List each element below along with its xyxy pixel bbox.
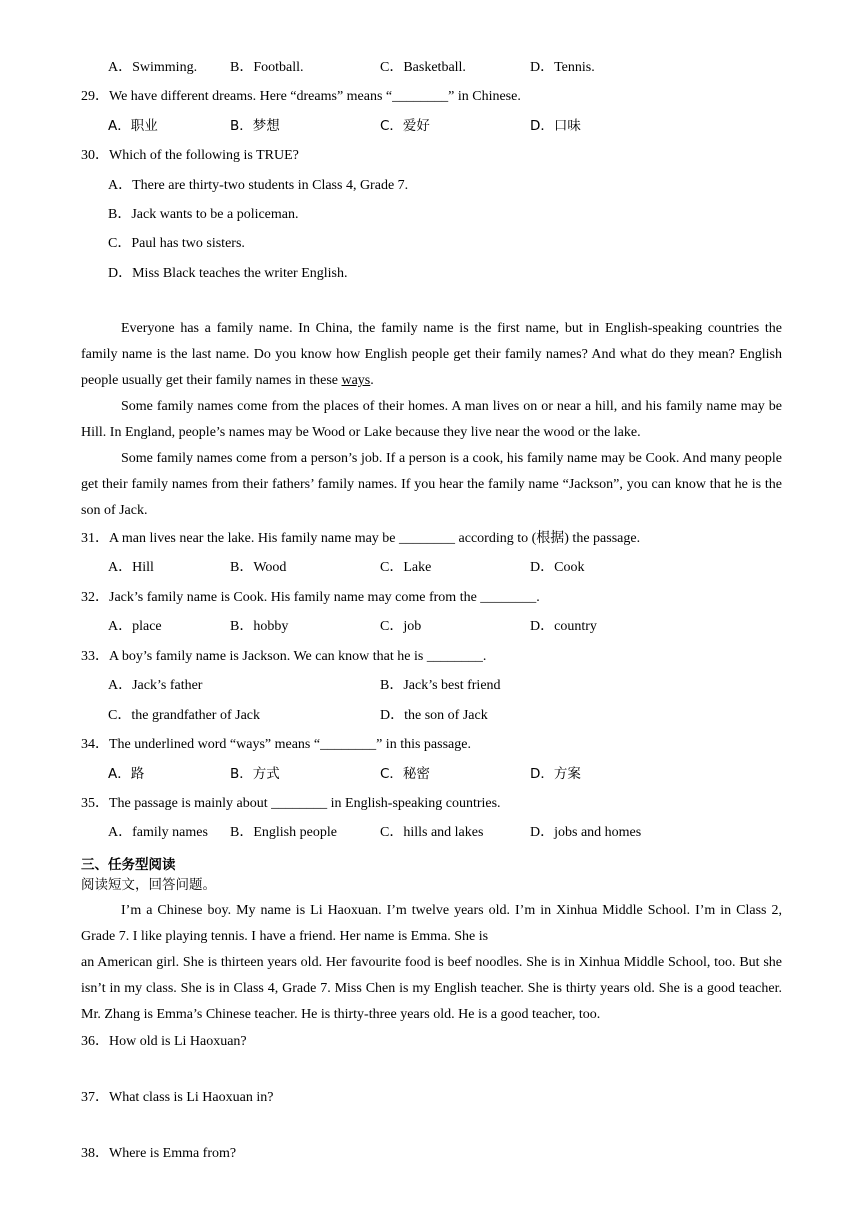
- q33-stem: 33．A boy’s family name is Jackson. We can know that he is ________.: [81, 649, 487, 664]
- passage2-p1-end: .: [370, 373, 374, 388]
- q33-options-cd: [0, 706, 860, 726]
- q30-option-a-row: [0, 176, 860, 196]
- q34-stem: 34．The underlined word “ways” means “________” in this passage.: [81, 737, 471, 752]
- q29-stem-row: [0, 87, 860, 107]
- q30-stem: 30．Which of the following is TRUE?: [81, 148, 299, 163]
- q32-option-c: C．job: [380, 619, 422, 634]
- passage2-p2-text: Some family names come from the places of their homes. A man lives on or near a hill, and his family name may be Hill. In England, people’s names may be Wood or Lake because they live near the wood or the lake.: [81, 399, 782, 440]
- q31-option-a: A．Hill: [108, 560, 154, 575]
- q28-option-a: A．Swimming.: [108, 60, 198, 75]
- q33-options-ab: [0, 676, 860, 696]
- q29-option-a: A．职业: [108, 118, 158, 134]
- q36-row: [0, 1032, 860, 1052]
- section3-instruction: 阅读短文，回答问题。: [81, 877, 216, 893]
- section3-paragraph-line1: [81, 898, 782, 950]
- q30-option-c-row: [0, 234, 860, 254]
- q35-options: [0, 823, 860, 843]
- q31-stem-row: [0, 529, 860, 549]
- underlined-word-ways: ways: [341, 373, 371, 388]
- q37-row: [0, 1088, 860, 1108]
- section3-p-rest-text: an American girl. She is thirteen years old. Her favourite food is beef noodles. She is in Xinhua Middle School, too. But she isn’t in my class. She is in Class 4, Grade 7. Miss Chen is my English teacher. She is thirty years old. She is a good teacher. Mr. Zhang is Emma’s Chinese teacher. He is thirty-three years old. He is a good teacher, too.: [81, 955, 782, 1022]
- q28-option-b: B．Football.: [230, 60, 304, 75]
- q38-stem: 38．Where is Emma from?: [81, 1146, 237, 1161]
- q29-option-c: C．爱好: [380, 118, 430, 134]
- q32-option-a: A．place: [108, 619, 162, 634]
- q37-stem: 37．What class is Li Haoxuan in?: [81, 1090, 274, 1105]
- q35-option-a: A．family names: [108, 825, 208, 840]
- q28-option-d: D．Tennis.: [530, 60, 595, 75]
- section3-heading: 三、任务型阅读: [81, 857, 176, 873]
- q35-stem: 35．The passage is mainly about ________ in English-speaking countries.: [81, 796, 501, 811]
- passage2-p3-text: Some family names come from a person’s job. If a person is a cook, his family name may be Cook. And many people get their family names from their fathers’ family names. If you hear the family name “Jackson”, you can know that he is the son of Jack.: [81, 451, 782, 518]
- q31-options: [0, 558, 860, 578]
- q35-option-d: D．jobs and homes: [530, 825, 642, 840]
- q31-option-b: B．Wood: [230, 560, 287, 575]
- q29-option-d: D．口味: [530, 118, 581, 134]
- section3-p-line1-text: I’m a Chinese boy. My name is Li Haoxuan. I’m twelve years old. I’m in Xinhua Middle School. I’m in Class 2, Grade 7. I like playing tennis. I have a friend. Her name is Emma. She is: [81, 903, 782, 944]
- passage2-paragraph-1: [81, 316, 782, 394]
- q34-option-b: B．方式: [230, 766, 280, 782]
- passage2-p1-text: Everyone has a family name. In China, the family name is the first name, but in English-speaking countries the family name is the last name. Do you know how English people get their family names? And what do they mean? English people usually get their family names in these: [81, 321, 782, 388]
- q33-option-b: B．Jack’s best friend: [380, 678, 501, 693]
- q35-option-b: B．English people: [230, 825, 337, 840]
- q34-option-a: A．路: [108, 766, 145, 782]
- q29-option-b: B．梦想: [230, 118, 280, 134]
- passage2-paragraph-3: [81, 446, 782, 524]
- q29-options: [0, 116, 860, 136]
- q32-stem: 32．Jack’s family name is Cook. His family name may come from the ________.: [81, 590, 540, 605]
- q34-option-d: D．方案: [530, 766, 581, 782]
- q34-stem-row: [0, 735, 860, 755]
- q30-option-b: B．Jack wants to be a policeman.: [108, 207, 299, 222]
- q36-stem: 36．How old is Li Haoxuan?: [81, 1034, 247, 1049]
- q31-stem: 31．A man lives near the lake. His family name may be ________ according to (根据) the passage.: [81, 531, 641, 546]
- passage2-paragraph-2: [81, 394, 782, 446]
- q35-stem-row: [0, 794, 860, 814]
- q33-option-c: C．the grandfather of Jack: [108, 708, 260, 723]
- q28-options: [0, 58, 860, 78]
- q31-option-d: D．Cook: [530, 560, 585, 575]
- q30-option-d: D．Miss Black teaches the writer English.: [108, 266, 348, 281]
- q30-option-a: A．There are thirty-two students in Class 4, Grade 7.: [108, 178, 409, 193]
- q32-option-d: D．country: [530, 619, 597, 634]
- q32-option-b: B．hobby: [230, 619, 289, 634]
- q35-option-c: C．hills and lakes: [380, 825, 484, 840]
- section3-paragraph-rest: [81, 950, 782, 1028]
- q28-option-c: C．Basketball.: [380, 60, 466, 75]
- q33-option-d: D．the son of Jack: [380, 708, 488, 723]
- q30-option-c: C．Paul has two sisters.: [108, 236, 245, 251]
- q32-options: [0, 617, 860, 637]
- q30-option-d-row: [0, 264, 860, 284]
- q33-option-a: A．Jack’s father: [108, 678, 203, 693]
- q30-option-b-row: [0, 205, 860, 225]
- q29-stem: 29．We have different dreams. Here “dreams” means “________” in Chinese.: [81, 89, 521, 104]
- q30-stem-row: [0, 146, 860, 166]
- q34-options: [0, 764, 860, 784]
- q38-row: [0, 1144, 860, 1164]
- q33-stem-row: [0, 647, 860, 667]
- q31-option-c: C．Lake: [380, 560, 432, 575]
- q34-option-c: C．秘密: [380, 766, 430, 782]
- q32-stem-row: [0, 588, 860, 608]
